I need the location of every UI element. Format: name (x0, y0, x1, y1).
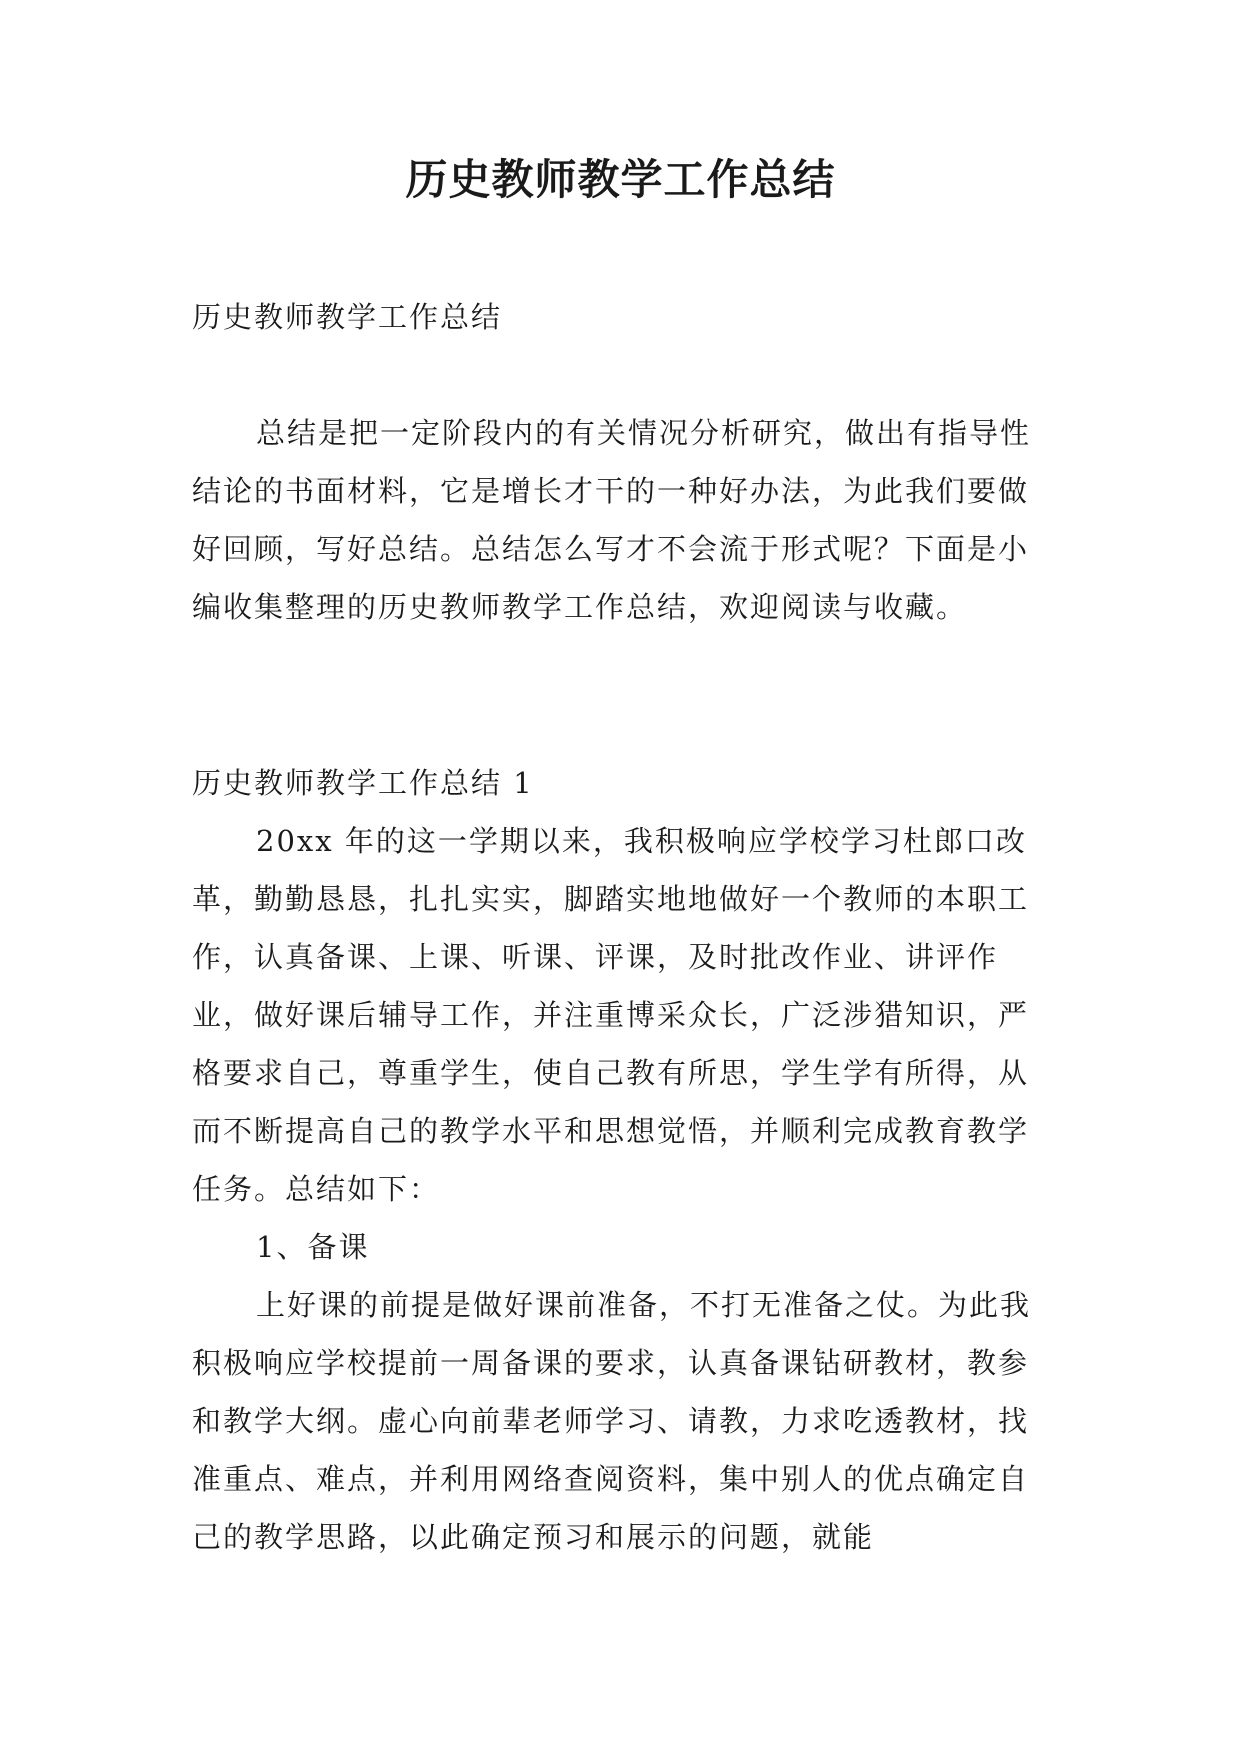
section-1-subheading-lesson-prep: 1、备课 (256, 1230, 370, 1264)
section-1-paragraph-2: 上好课的前提是做好课前准备，不打无准备之仗。为此我积极响应学校提前一周备课的要求，认真备课钻研教材，教参和教学大纲。虚心向前辈老师学习、请教，力求吃透教材，找准重点、难点，并利用网络查阅资料，集中别人的优点确定自己的教学思路，以此确定预习和展示的问题，就能 (192, 1288, 1032, 1554)
intro-block (192, 404, 1058, 636)
section-1-body (192, 812, 1058, 1566)
document-subtitle: 历史教师教学工作总结 (192, 300, 503, 334)
document-title: 历史教师教学工作总结 (405, 155, 836, 204)
section-1-paragraph-1: 20xx 年的这一学期以来，我积极响应学校学习杜郎口改革，勤勤恳恳，扎扎实实，脚踏实地地做好一个教师的本职工作，认真备课、上课、听课、评课，及时批改作业、讲评作业，做好课后辅导工作，并注重博采众长，广泛涉猎知识，严格要求自己，尊重学生，使自己教有所思，学生学有所得，从而不断提高自己的教学水平和思想觉悟，并顺利完成教育教学任务。总结如下： (192, 824, 1030, 1206)
intro-paragraph: 总结是把一定阶段内的有关情况分析研究，做出有指导性结论的书面材料，它是增长才干的一种好办法，为此我们要做好回顾，写好总结。总结怎么写才不会流于形式呢？下面是小编收集整理的历史教师教学工作总结，欢迎阅读与收藏。 (192, 416, 1032, 624)
section-1-heading: 历史教师教学工作总结 1 (192, 766, 534, 800)
